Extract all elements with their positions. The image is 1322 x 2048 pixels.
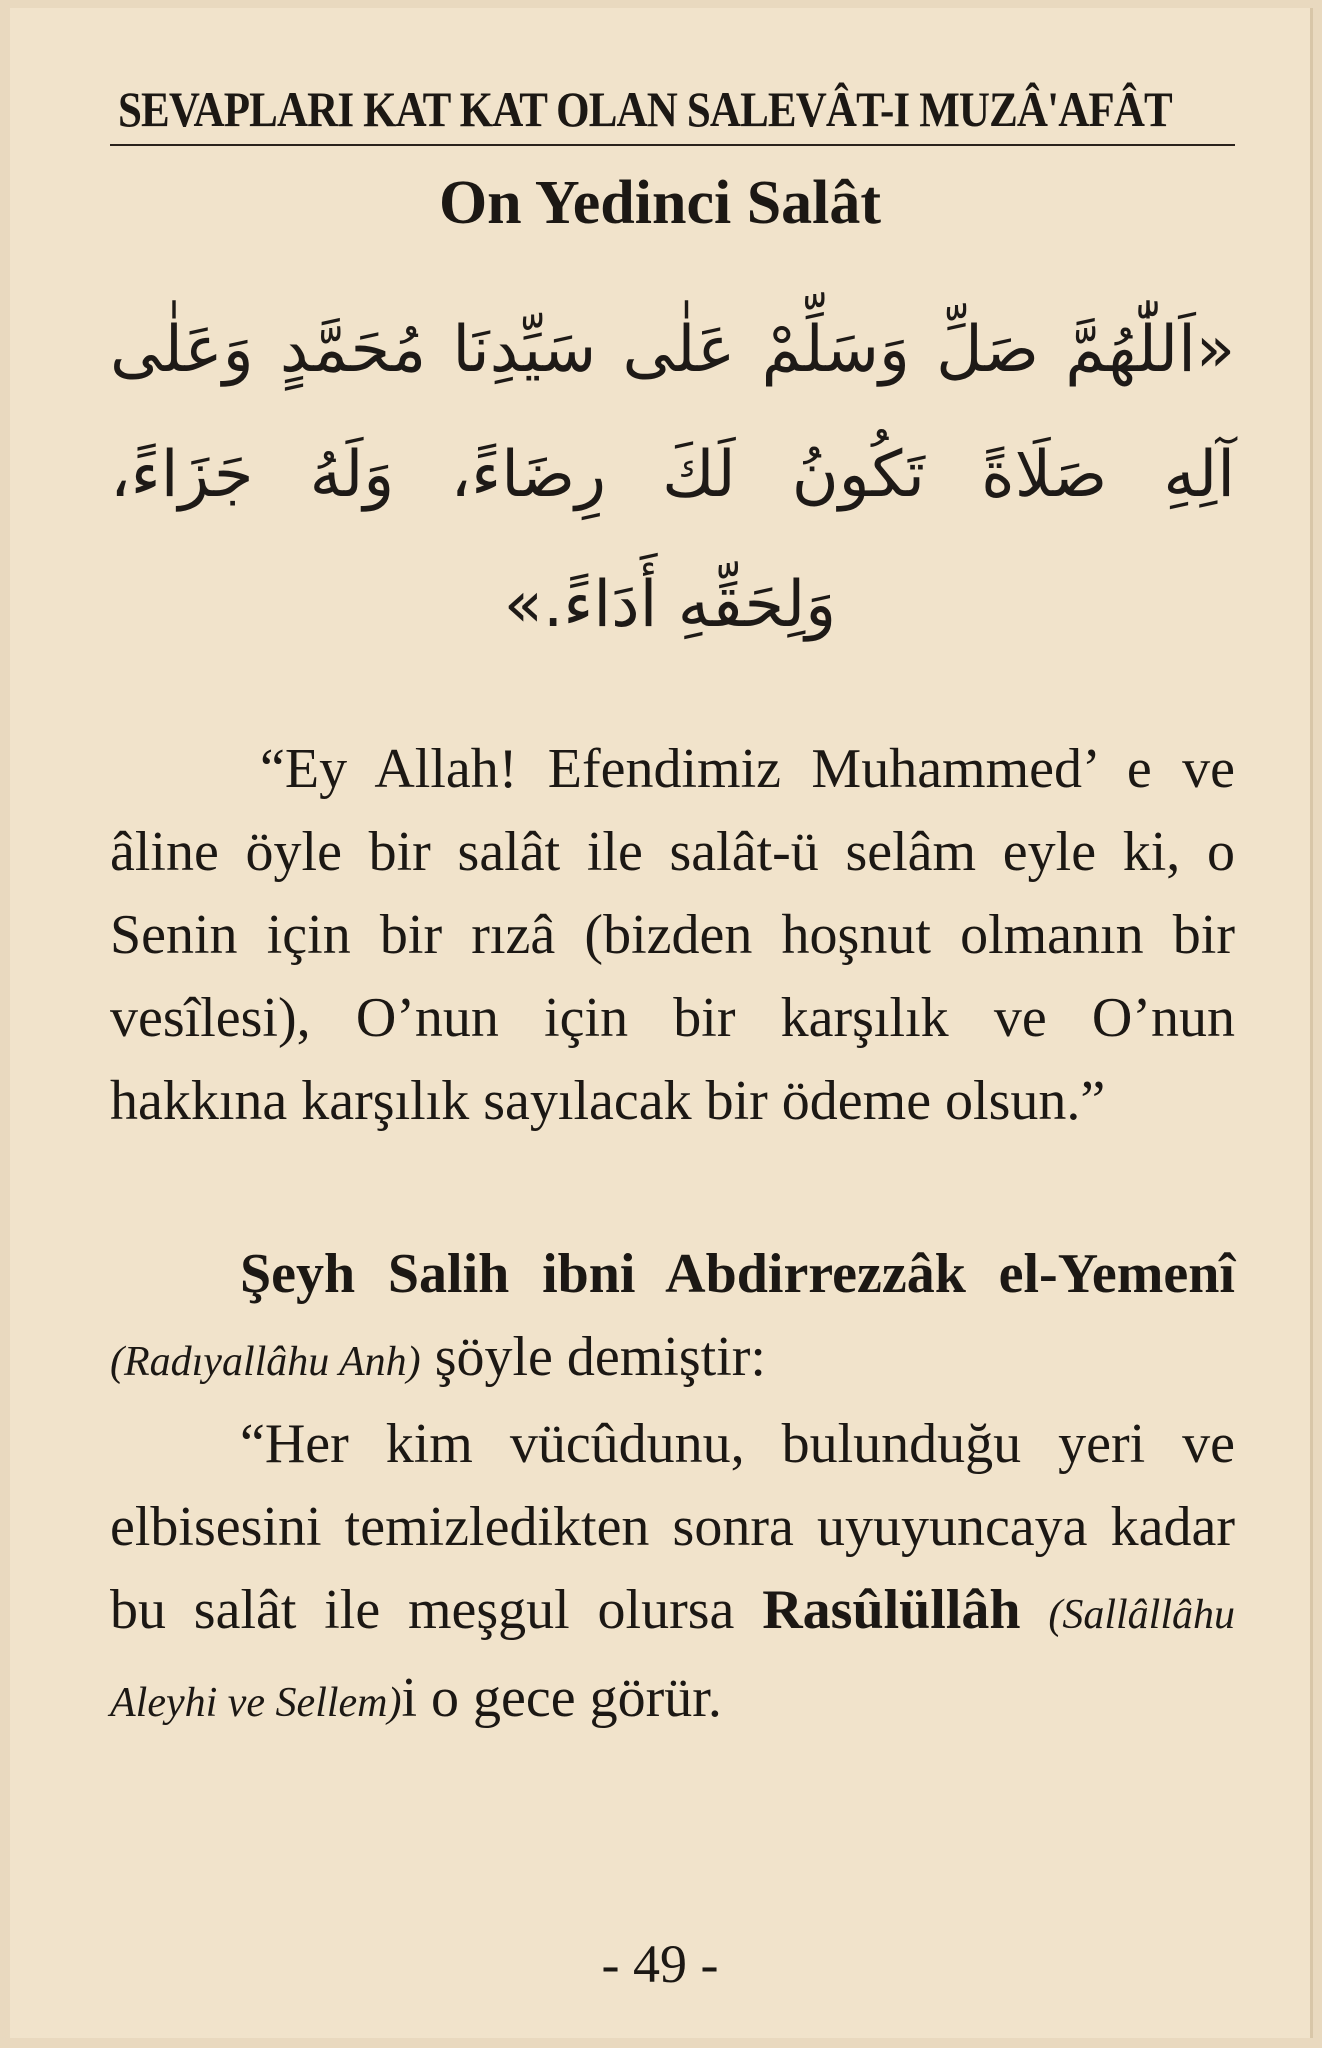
header-divider: [110, 144, 1235, 146]
arabic-prayer-line-2: آلِهِ صَلَاةً تَكُونُ لَكَ رِضَاءً، وَلَهُ جَزَاءً،: [110, 438, 1235, 512]
narrator-paragraph: [110, 1233, 1235, 1404]
narrator-honorific: (Radıyallâhu Anh): [110, 1339, 421, 1385]
book-page: [10, 8, 1313, 2038]
narrator-name: Şeyh Salih ibni Abdirrezzâk el-Yemenî: [240, 1243, 1235, 1305]
quote-paragraph: [110, 1403, 1235, 1745]
running-header: SEVAPLARI KAT KAT OLAN SALEVÂT-I MUZÂ'AFÂT: [118, 81, 1172, 137]
translation-paragraph: “Ey Allah! Efendimiz Muhammed’ e ve âline öyle bir salât ile salât-ü selâm eyle ki, o Senin için bir rızâ (bizden hoşnut olmanın bir vesîlesi), O’nun için bir karşılık ve O’nun hakkına karşılık sayılacak bir ödeme olsun.”: [110, 738, 1235, 1132]
arabic-prayer-line-3: وَلِحَقِّهِ أَدَاءً.»: [503, 568, 837, 642]
narrator-tail: şöyle demiştir:: [434, 1326, 766, 1388]
prophet-honorific: (Sallâllâhu Aleyhi ve Sellem): [110, 1592, 1236, 1726]
quote-text: “Her kim vücûdunu, bulunduğu yeri ve elbisesini temizledikten sonra uyuyuncaya kadar bu salât ile meşgul olursa: [110, 1413, 1235, 1641]
prophet-name: Rasûlüllâh: [762, 1579, 1021, 1641]
section-title: On Yedinci Salât: [438, 169, 882, 237]
arabic-prayer-line-1: «اَللّٰهُمَّ صَلِّ وَسَلِّمْ عَلٰى سَيِّدِنَا مُحَمَّدٍ وَعَلٰى: [110, 313, 1235, 387]
page-number: - 49 -: [601, 1934, 719, 1994]
quote-ending: i o gece görür.: [401, 1667, 722, 1729]
